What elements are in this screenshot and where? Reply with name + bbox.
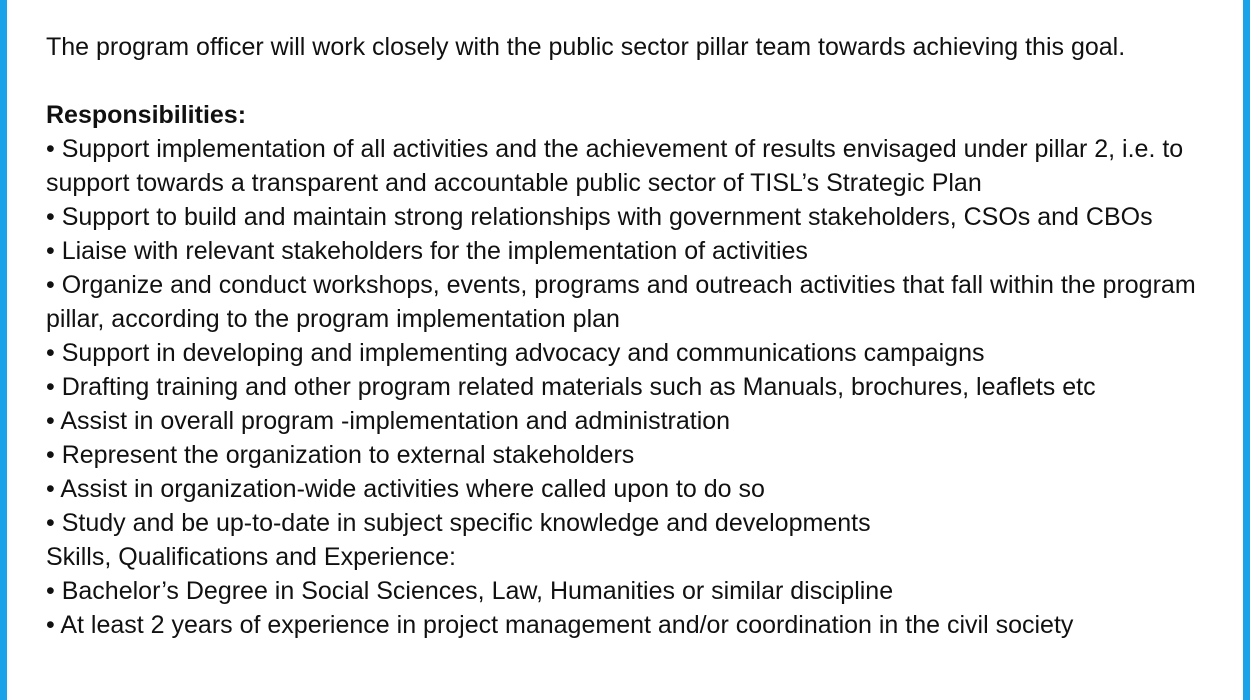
- skills-list: [46, 574, 1206, 642]
- bullet-icon: •: [46, 475, 55, 503]
- paragraph-gap: [46, 64, 1206, 98]
- responsibility-item: [46, 200, 1206, 234]
- bullet-icon: •: [46, 509, 55, 537]
- responsibility-text: Assist in overall program -implementation and administration: [60, 407, 731, 435]
- bullet-icon: •: [46, 339, 55, 367]
- responsibility-item: [46, 370, 1206, 404]
- responsibility-item: [46, 404, 1206, 438]
- responsibility-item: [46, 268, 1206, 336]
- responsibility-text: Drafting training and other program related materials such as Manuals, brochures, leaflets etc: [61, 373, 1096, 401]
- responsibility-item: [46, 506, 1206, 540]
- responsibility-text: Represent the organization to external stakeholders: [61, 441, 635, 469]
- responsibility-item: [46, 234, 1206, 268]
- responsibility-item: [46, 336, 1206, 370]
- skill-text: At least 2 years of experience in project management and/or coordination in the civil society: [60, 611, 1074, 639]
- bullet-icon: •: [46, 441, 55, 469]
- skill-item: [46, 608, 1206, 642]
- responsibility-item: [46, 132, 1206, 200]
- job-description: [46, 30, 1206, 642]
- bullet-icon: •: [46, 407, 55, 435]
- responsibility-text: Organize and conduct workshops, events, programs and outreach activities that fall within the program pillar, according to the program implementation plan: [46, 271, 1196, 333]
- bullet-icon: •: [46, 271, 55, 299]
- skill-text: Bachelor’s Degree in Social Sciences, Law, Humanities or similar discipline: [61, 577, 894, 605]
- bullet-icon: •: [46, 577, 55, 605]
- responsibility-text: Study and be up-to-date in subject specific knowledge and developments: [61, 509, 871, 537]
- skills-heading: Skills, Qualifications and Experience:: [46, 543, 456, 571]
- responsibility-item: [46, 472, 1206, 506]
- responsibility-text: Support in developing and implementing advocacy and communications campaigns: [61, 339, 985, 367]
- skill-item: [46, 574, 1206, 608]
- bullet-icon: •: [46, 135, 55, 163]
- bullet-icon: •: [46, 237, 55, 265]
- bullet-icon: •: [46, 203, 55, 231]
- responsibility-text: Assist in organization-wide activities where called upon to do so: [60, 475, 765, 503]
- responsibility-text: Support to build and maintain strong relationships with government stakeholders, CSOs and CBOs: [61, 203, 1153, 231]
- responsibility-item: [46, 438, 1206, 472]
- responsibilities-list: [46, 132, 1206, 540]
- bullet-icon: •: [46, 611, 55, 639]
- responsibility-text: Support implementation of all activities and the achievement of results envisaged under pillar 2, i.e. to support towards a transparent and accountable public sector of TISL’s Strategic Plan: [46, 135, 1184, 197]
- bullet-icon: •: [46, 373, 55, 401]
- responsibility-text: Liaise with relevant stakeholders for the implementation of activities: [61, 237, 808, 265]
- intro-paragraph: The program officer will work closely with the public sector pillar team towards achieving this goal.: [46, 33, 1126, 61]
- responsibilities-heading: Responsibilities:: [46, 101, 247, 129]
